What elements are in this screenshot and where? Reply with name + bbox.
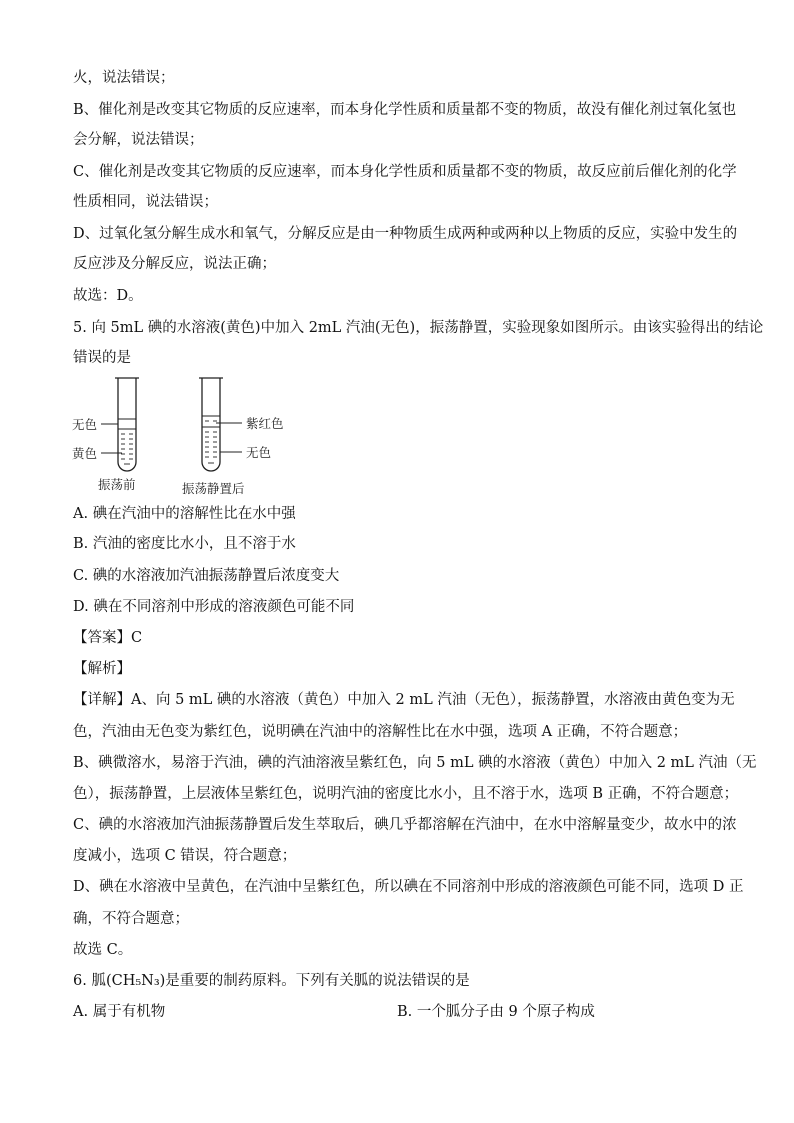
question-5-stem: 5. 向 5mL 碘的水溶液(黄色)中加入 2mL 汽油(无色)，振荡静置，实验现象如图所示。由该实验得出的结论 [73, 320, 764, 336]
text-line: 性质相同，说法错误； [73, 194, 218, 210]
option-d: D. 碘在不同溶剂中形成的溶液颜色可能不同 [73, 599, 355, 615]
q6-option-b: B. 一个胍分子由 9 个原子构成 [397, 1004, 595, 1020]
question-6-stem: 6. 胍(CH₅N₃)是重要的制药原料。下列有关胍的说法错误的是 [73, 973, 470, 989]
detail-line: 【详解】A、向 5 mL 碘的水溶液（黄色）中加入 2 mL 汽油（无色），振荡静置，水溶液由黄色变为无 [73, 692, 735, 708]
question-5-stem-cont: 错误的是 [73, 350, 131, 366]
detail-line: 确，不符合题意； [73, 911, 189, 927]
detail-line: 色），振荡静置，上层液体呈紫红色，说明汽油的密度比水小，且不溶于水，选项 B 正确，不符合题意； [73, 786, 739, 802]
detail-line: B、碘微溶水，易溶于汽油，碘的汽油溶液呈紫红色，向 5 mL 碘的水溶液（黄色）中加入 2 mL 汽油（无 [73, 755, 757, 771]
text-line: B、催化剂是改变其它物质的反应速率，而本身化学性质和质量都不变的物质，故没有催化剂过氧化氢也 [73, 102, 737, 118]
caption-after: 振荡静置后 [182, 481, 245, 496]
detail-line: 色，汽油由无色变为紫红色，说明碘在汽油中的溶解性比在水中强，选项 A 正确，不符合题意； [73, 724, 688, 740]
detail-line: D、碘在水溶液中呈黄色，在汽油中呈紫红色，所以碘在不同溶剂中形成的溶液颜色可能不同，选项 D 正 [73, 879, 744, 895]
caption-before: 振荡前 [98, 477, 136, 492]
label-left-top: 无色 [72, 417, 98, 432]
option-a: A. 碘在汽油中的溶解性比在水中强 [73, 506, 296, 522]
answer-label: 【答案】C [73, 630, 143, 646]
label-right-bottom: 无色 [246, 445, 272, 460]
text-line: D、过氧化氢分解生成水和氧气，分解反应是由一种物质生成两种或两种以上物质的反应，实验中发生的 [73, 226, 738, 242]
analysis-label: 【解析】 [73, 661, 131, 677]
label-right-top: 紫红色 [246, 416, 284, 431]
option-b: B. 汽油的密度比水小，且不溶于水 [73, 536, 296, 552]
detail-line: 故选 C。 [73, 942, 133, 958]
text-line: 反应涉及分解反应，说法正确； [73, 256, 276, 272]
label-left-bottom: 黄色 [72, 446, 98, 461]
test-tube-figure [70, 372, 300, 496]
detail-line: C、碘的水溶液加汽油振荡静置后发生萃取后，碘几乎都溶解在汽油中，在水中溶解量变少，故水中的浓 [73, 817, 737, 833]
q6-option-a: A. 属于有机物 [73, 1004, 166, 1020]
detail-line: 度减小，选项 C 错误，符合题意； [73, 848, 297, 864]
option-c: C. 碘的水溶液加汽油振荡静置后浓度变大 [73, 568, 340, 584]
text-line: 火，说法错误； [73, 70, 175, 86]
text-line: C、催化剂是改变其它物质的反应速率，而本身化学性质和质量都不变的物质，故反应前后催化剂的化学 [73, 164, 737, 180]
tube-before [101, 378, 139, 471]
tube-after [199, 378, 242, 471]
text-line: 会分解，说法错误； [73, 132, 204, 148]
text-line: 故选：D。 [73, 288, 143, 304]
